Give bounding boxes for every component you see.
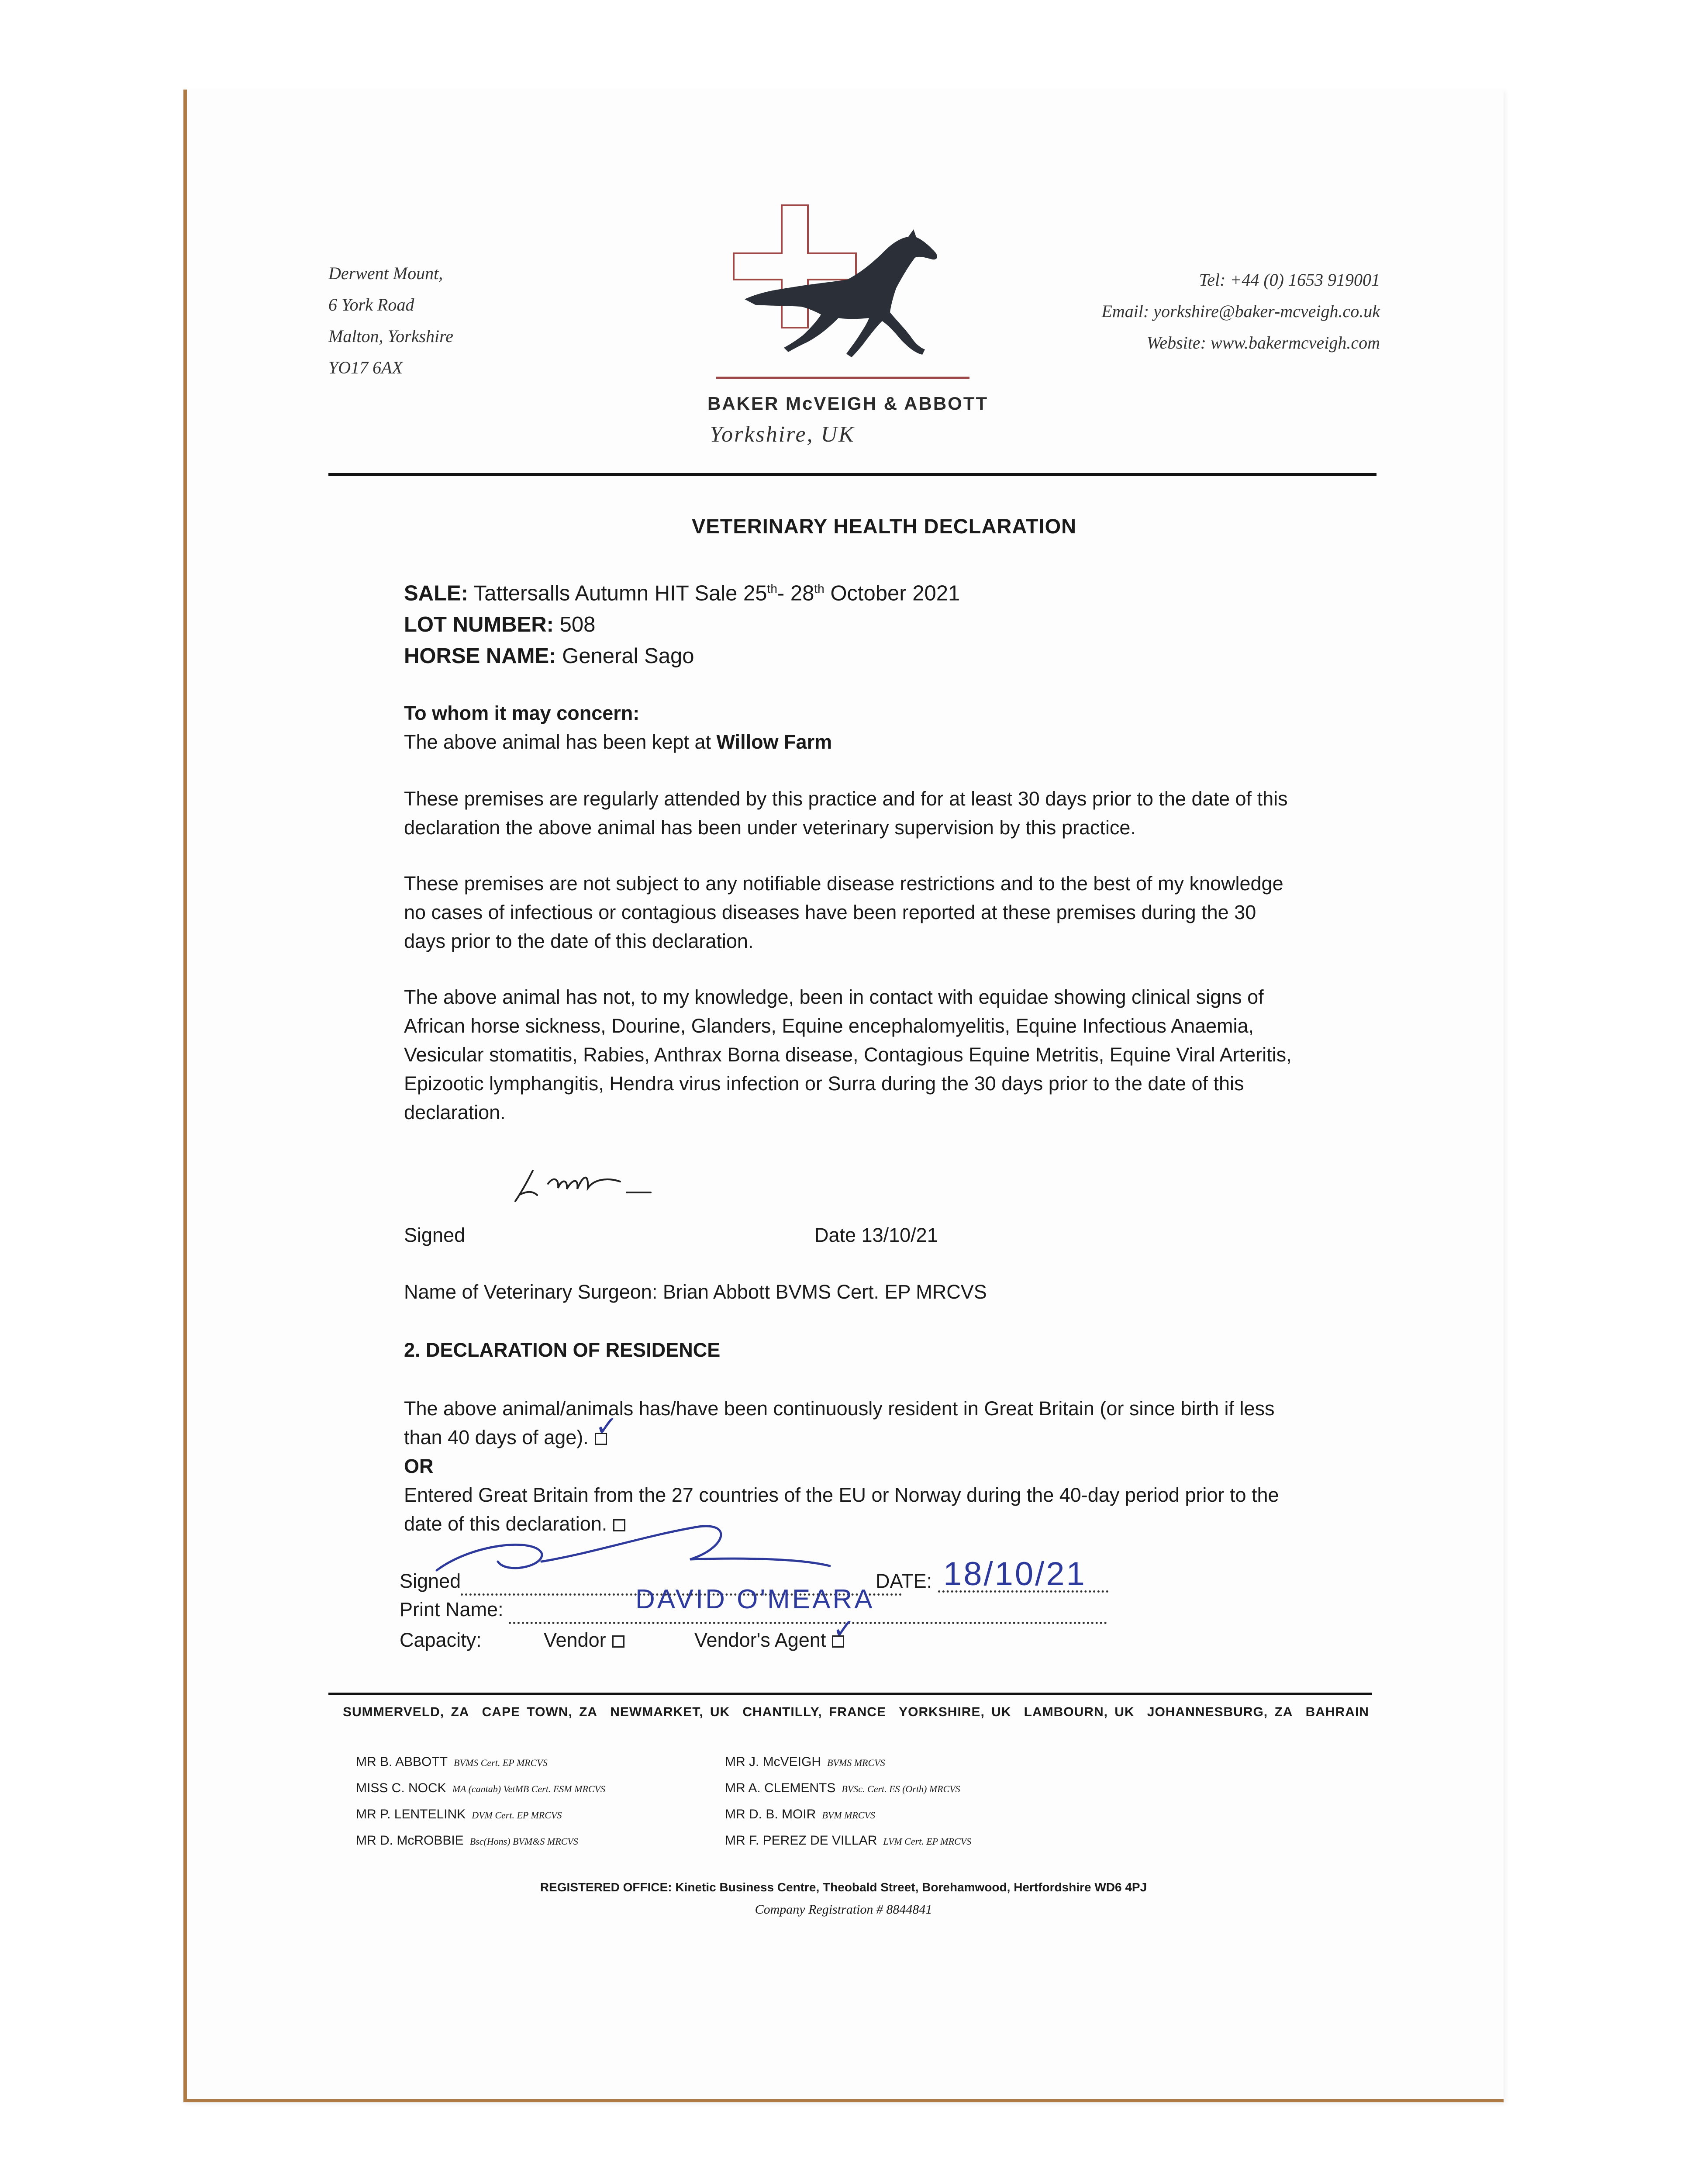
option-1-checkbox[interactable] xyxy=(595,1411,618,1445)
print-name-label: Print Name: xyxy=(400,1598,504,1621)
checkmark-icon: ✓ xyxy=(595,1411,618,1442)
agent-checkbox[interactable] xyxy=(832,1614,856,1648)
header-rule xyxy=(328,473,1377,476)
partner-qualification: BVSc. Cert. ES (Orth) MRCVS xyxy=(842,1783,960,1794)
partner-qualification: LVM Cert. EP MRCVS xyxy=(883,1836,972,1847)
partners-right xyxy=(725,1749,971,1854)
partner-name: MR A. CLEMENTS xyxy=(725,1781,836,1795)
salutation: To whom it may concern: xyxy=(404,702,640,724)
logo-location: Yorkshire, UK xyxy=(710,422,855,447)
horse-label: HORSE NAME: xyxy=(404,644,556,668)
vendor-date-label: DATE: xyxy=(876,1570,932,1592)
registered-office: REGISTERED OFFICE: Kinetic Business Centre, Theobald Street, Borehamwood, Hertfordshire WD6 4PJ xyxy=(540,1880,1147,1894)
handwritten-date: 18/10/21 xyxy=(943,1555,1087,1593)
sale-value: October 2021 xyxy=(824,581,960,605)
horse-value: General Sago xyxy=(562,644,694,668)
agent-label: Vendor's Agent xyxy=(694,1629,826,1651)
partner xyxy=(356,1828,605,1854)
or-label: OR xyxy=(404,1455,434,1477)
partner xyxy=(356,1749,605,1776)
address-line: 6 York Road xyxy=(328,295,414,314)
phone-line: Tel: +44 (0) 1653 919001 xyxy=(1199,270,1380,290)
vendor-signed-label: Signed xyxy=(400,1570,461,1592)
address-line: YO17 6AX xyxy=(328,358,403,377)
kept-place: Willow Farm xyxy=(716,731,832,753)
vet-date: Date 13/10/21 xyxy=(814,1224,938,1246)
partner xyxy=(725,1828,971,1854)
option-text: The above animal/animals has/have been continuously resident in Great Britain (or since birth if less than 40 days of age). xyxy=(404,1397,1275,1448)
partner-qualification: BVM MRCVS xyxy=(822,1810,875,1821)
residence-options xyxy=(404,1394,1308,1538)
partner-qualification: DVM Cert. EP MRCVS xyxy=(472,1810,562,1821)
partner xyxy=(356,1776,605,1802)
checkmark-icon: ✓ xyxy=(832,1614,856,1645)
option-text: Entered Great Britain from the 27 countries of the EU or Norway during the 40-day period prior to the date of this declaration. xyxy=(404,1484,1279,1535)
vendor-checkbox[interactable] xyxy=(612,1635,624,1648)
partner-name: MR J. McVEIGH xyxy=(725,1755,821,1769)
partner-name: MR B. ABBOTT xyxy=(356,1755,448,1769)
partner-name: MR P. LENTELINK xyxy=(356,1807,466,1821)
horse-line xyxy=(404,640,960,672)
office-locations xyxy=(343,1705,1369,1720)
partner xyxy=(356,1802,605,1828)
vendor-option xyxy=(544,1626,624,1655)
city: LAMBOURN, UK xyxy=(1024,1705,1135,1719)
vet-signed-label: Signed xyxy=(404,1224,466,1246)
city: SUMMERVELD, ZA xyxy=(343,1705,469,1719)
city: BAHRAIN xyxy=(1305,1705,1369,1719)
horse-icon xyxy=(745,229,937,357)
partner-name: MR D. McROBBIE xyxy=(356,1833,464,1848)
kept-text: The above animal has been kept at xyxy=(404,731,717,753)
contact-details xyxy=(1048,264,1380,359)
partners-left xyxy=(356,1749,605,1854)
vendor-label: Vendor xyxy=(544,1629,606,1651)
partner-qualification: BVMS Cert. EP MRCVS xyxy=(454,1757,548,1768)
handwritten-name: DAVID O'MEARA xyxy=(635,1584,875,1614)
footer-rule xyxy=(328,1693,1372,1695)
vet-signature xyxy=(507,1153,673,1210)
lot-label: LOT NUMBER: xyxy=(404,613,554,637)
partner xyxy=(725,1802,971,1828)
sale-label: SALE: xyxy=(404,581,468,605)
sender-address xyxy=(328,258,453,384)
paragraph: The above animal has not, to my knowledge, been in contact with equidae showing clinical signs of African horse sickness, Dourine, Glanders, Equine encephalomyelitis, Equine Infectious Anaemia, Vesicular stomatitis, Rabies, Anthrax Borna disease, Contagious Equine Metritis, Equine Viral Arteritis, Epizootic lymphangitis, Hendra virus infection or Surra during the 30 days prior to the date of this declaration. xyxy=(404,986,1292,1123)
partner-qualification: BVMS MRCVS xyxy=(827,1757,885,1768)
partner-qualification: MA (cantab) VetMB Cert. ESM MRCVS xyxy=(452,1783,605,1794)
email-line: Email: yorkshire@baker-mcveigh.co.uk xyxy=(1101,301,1380,321)
lot-line xyxy=(404,609,960,640)
lot-value: 508 xyxy=(559,613,596,637)
company-registration: Company Registration # 8844841 xyxy=(755,1902,932,1917)
city: YORKSHIRE, UK xyxy=(899,1705,1011,1719)
sale-value: Tattersalls Autumn HIT Sale 25 xyxy=(473,581,767,605)
sale-value: - 28 xyxy=(777,581,814,605)
paragraph: These premises are not subject to any notifiable disease restrictions and to the best of my knowledge no cases of infectious or contagious diseases have been reported at these premises during the 30 days prior to the date of this declaration. xyxy=(404,872,1283,952)
sale-details xyxy=(404,573,960,672)
address-line: Malton, Yorkshire xyxy=(328,326,453,346)
sale-line xyxy=(404,573,960,609)
residence-heading: 2. DECLARATION OF RESIDENCE xyxy=(404,1339,721,1361)
document-title: VETERINARY HEALTH DECLARATION xyxy=(692,515,1077,538)
paragraph: These premises are regularly attended by this practice and for at least 30 days prior to the date of this declaration the above animal has been under veterinary supervision by this practice. xyxy=(404,788,1288,839)
declaration-body xyxy=(404,699,1299,1127)
partner xyxy=(725,1776,971,1802)
partner xyxy=(725,1749,971,1776)
company-logo xyxy=(716,197,978,389)
city: CHANTILLY, FRANCE xyxy=(742,1705,886,1719)
kept-line xyxy=(404,728,1299,757)
superscript: th xyxy=(814,582,825,595)
partner-name: MISS C. NOCK xyxy=(356,1781,446,1795)
logo-name: BAKER McVEIGH & ABBOTT xyxy=(707,393,989,414)
superscript: th xyxy=(767,582,777,595)
veterinary-surgeon: Name of Veterinary Surgeon: Brian Abbott BVMS Cert. EP MRCVS xyxy=(404,1281,987,1303)
address-line: Derwent Mount, xyxy=(328,263,443,283)
agent-option xyxy=(694,1614,856,1655)
website-line: Website: www.bakermcveigh.com xyxy=(1146,333,1380,352)
city: NEWMARKET, UK xyxy=(610,1705,730,1719)
print-name-line xyxy=(509,1621,1107,1624)
city: CAPE TOWN, ZA xyxy=(482,1705,598,1719)
partner-name: MR D. B. MOIR xyxy=(725,1807,816,1821)
residence-option-1 xyxy=(404,1394,1308,1452)
partner-qualification: Bsc(Hons) BVM&S MRCVS xyxy=(469,1836,578,1847)
partner-name: MR F. PEREZ DE VILLAR xyxy=(725,1833,877,1848)
city: JOHANNESBURG, ZA xyxy=(1147,1705,1293,1719)
capacity-label: Capacity: xyxy=(400,1629,482,1651)
